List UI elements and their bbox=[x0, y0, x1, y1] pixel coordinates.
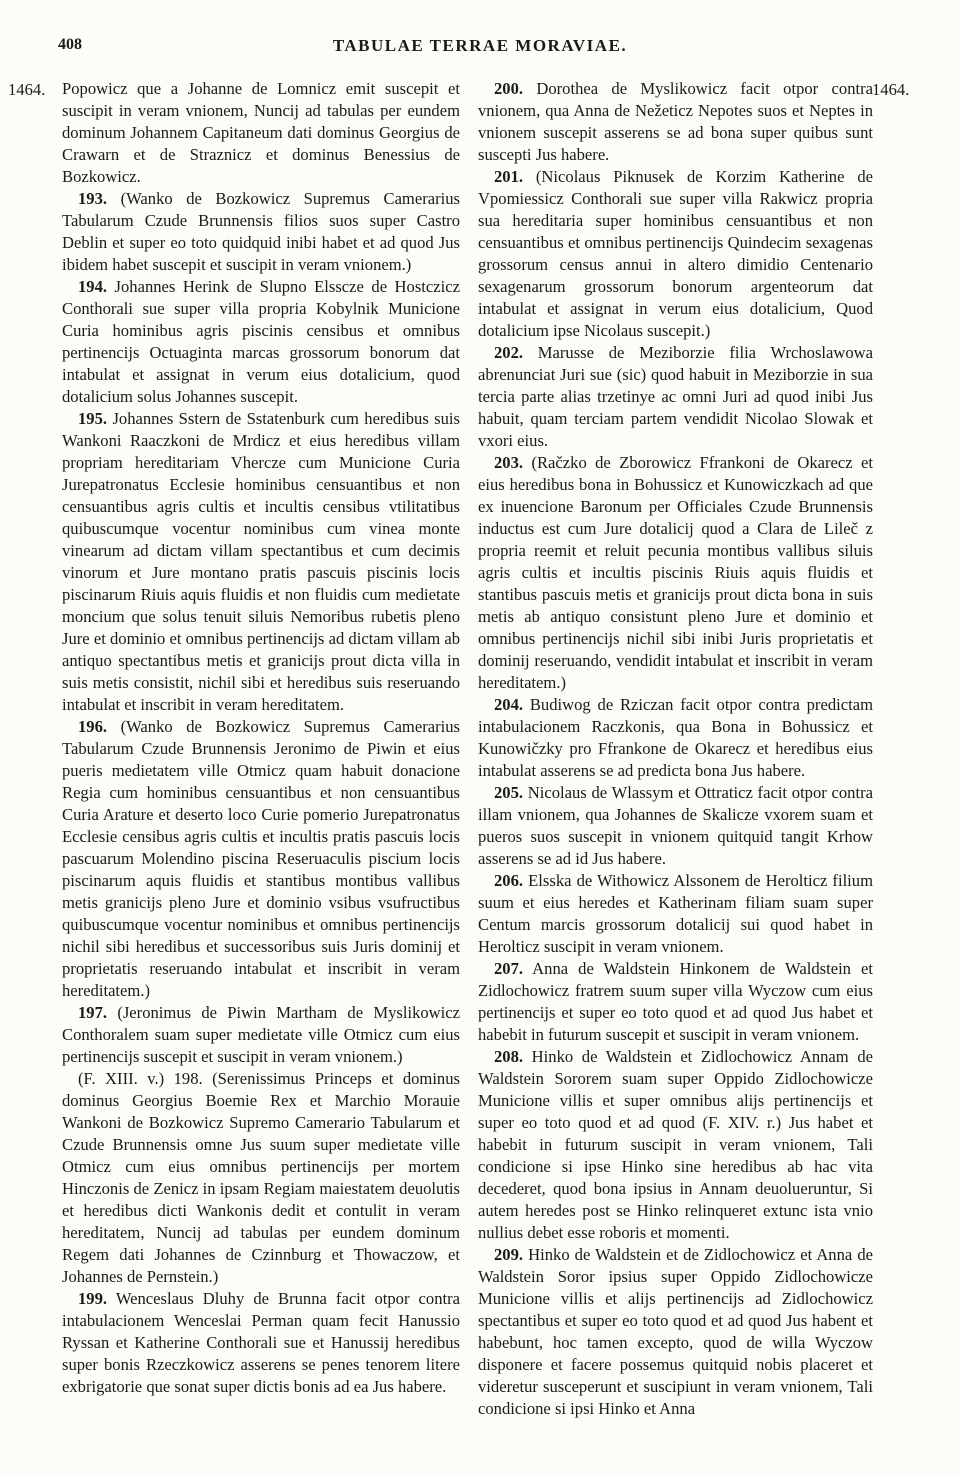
entry-number: 193. bbox=[78, 189, 108, 208]
left-column bbox=[62, 78, 460, 1398]
entry-text: Nicolaus de Wlassym et Ottraticz facit otpor contra illam vnionem, qua Johannes de Skalicze vxorem suam et pueros suos suscepit in vnionem quitquid tangit Krhow asserens se ad id Jus habere. bbox=[478, 783, 873, 868]
entry-number: 195. bbox=[78, 409, 108, 428]
page-header bbox=[58, 36, 902, 62]
entry-number: 202. bbox=[494, 343, 524, 362]
entry-text: Elsska de Withowicz Alssonem de Herolticz filium suum et eius heredes et Katherinam filiam suam super Centum marcis grossorum dotalicij sui quod habet in Herolticz suscipit in veram vnionem. bbox=[478, 871, 873, 956]
entry-paragraph bbox=[478, 166, 873, 342]
entry-number: 201. bbox=[494, 167, 524, 186]
entry-text: Hinko de Waldstein et Zidlochowicz Annam de Waldstein Sororem suam super Oppido Zidlochowicze Municione villis et super omnibus alijs pertinencijs et super eo toto quod et ad quod (F. XIV. r.) Jus habet et habebit in futurum suscipit in veram vnionem, Tali condicione si ipse Hinko sine heredibus ab hac vita decederet, quod bona ipsius in Annam deuolueruntur, Si autem heredes post se Hinko relinqueret extunc ista vnio nullius debet esse roboris et momenti. bbox=[478, 1047, 873, 1242]
entry-text: Popowicz que a Johanne de Lomnicz emit suscepit et suscipit in veram vnionem, Nuncij ad tabulas per eundem dominum Johannem Capitaneum dati dominus Georgius de Crawarn et de Straznicz et dominus Benessius de Bozkowicz. bbox=[62, 79, 460, 186]
entry-paragraph bbox=[62, 276, 460, 408]
running-title: TABULAE TERRAE MORAVIAE. bbox=[332, 36, 628, 55]
entry-text: (F. XIII. v.) 198. (Serenissimus Princeps et dominus dominus Georgius Boemie Rex et Marchio Morauie Wankoni de Bozkowicz Supremo Camerario Tabularum et Czude Brunnensis omne Jus suum super medietate ville Otmicz cum eius omnibus pertinencijs per mortem Hinczonis de Zenicz in ipsam Regiam maiestatem deuolutis et heredibus dicti Wankonis dedit et contulit in veram hereditatem, Nuncij ad tabulas per eundem dominum Regem dati Johannes de Czinnburg et Thowaczow, et Johannes de Pernstein.) bbox=[62, 1069, 460, 1286]
margin-year-right: 1464. bbox=[872, 80, 910, 99]
entry-paragraph bbox=[62, 188, 460, 276]
entry-text: (Nicolaus Piknusek de Korzim Katherine de Vpomiessicz Conthorali sue super villa Rakwicz propria sua hereditaria super hominibus censuantibus et non censuantibus et omnibus pertinencijs Quindecim sexagenas grossorum census annui in altero dimidio Centenario sexagenarum grossorum bonorum argenteorum dat intabulat et assignat in verum eius dotalicium, Quod dotalicium ipse Nicolaus suscepit.) bbox=[478, 167, 873, 340]
entry-paragraph bbox=[478, 958, 873, 1046]
entry-paragraph bbox=[478, 342, 873, 452]
entry-paragraph bbox=[478, 782, 873, 870]
entry-number: 200. bbox=[494, 79, 524, 98]
entry-number: 196. bbox=[78, 717, 108, 736]
entry-text: (Wanko de Bozkowicz Supremus Camerarius Tabularum Czude Brunnensis filios suos super Castro Deblin et super eo toto quidquid inibi habet et ad quod Jus ibidem habet suscepit et suscipit in veram vnionem.) bbox=[62, 189, 460, 274]
entry-number: 205. bbox=[494, 783, 524, 802]
entry-text: Johannes Herink de Slupno Elsscze de Hostczicz Conthorali sue super villa propria Kobylnik Municione Curia hominibus agris piscinis censibus et omnibus pertinencijs Octuaginta marcas grossorum bonorum dat intabulat et assignat in verum eius dotalicium, quod dotalicium solus Johannes suscepit. bbox=[62, 277, 460, 406]
entry-paragraph bbox=[62, 716, 460, 1002]
entry-paragraph bbox=[62, 1068, 460, 1288]
entry-number: 197. bbox=[78, 1003, 108, 1022]
entry-text: (Jeronimus de Piwin Martham de Myslikowicz Conthoralem suam super medietate ville Otmicz cum eius pertinencijs suscepit et suscipit in veram vnionem.) bbox=[62, 1003, 460, 1066]
entry-paragraph bbox=[478, 1046, 873, 1244]
entry-number: 199. bbox=[78, 1289, 108, 1308]
entry-number: 208. bbox=[494, 1047, 524, 1066]
entry-number: 194. bbox=[78, 277, 108, 296]
entry-text: Dorothea de Myslikowicz facit otpor contra vnionem, qua Anna de Nežeticz Nepotes suos et Neptes in vnionem suscepit asserens se ad bona super quibus sunt suscepti Jus habere. bbox=[478, 79, 873, 164]
entry-paragraph bbox=[62, 408, 460, 716]
entry-text: Wenceslaus Dluhy de Brunna facit otpor contra intabulacionem Wenceslai Perman quam fecit Hanussio Ryssan et Katherine Conthorali sue et Hanussij heredibus super bonis Rzeczkowicz asserens se penes tenorem litere exbrigatorie que sonat super dictis bonis ad ea Jus habere. bbox=[62, 1289, 460, 1396]
entry-paragraph bbox=[478, 452, 873, 694]
entry-text: Marusse de Meziborzie filia Wrchoslawowa abrenunciat Juri sue (sic) quod habuit in Meziborzie in sua tercia parte alias trzetinye ac omni Juri ad quod inibi Jus habuit, quam terciam partem vendidit Nicolao Slowak et vxori eius. bbox=[478, 343, 874, 450]
entry-paragraph bbox=[478, 1244, 873, 1420]
entry-text: Budiwog de Rziczan facit otpor contra predictam intabulacionem Raczkonis, qua Bona in Bohussicz et Kunowičzky pro Ffrankone de Okarecz et heredibus eius intabulat asserens se ad predicta bona Jus habere. bbox=[478, 695, 873, 780]
right-column bbox=[478, 78, 873, 1420]
entry-number: 204. bbox=[494, 695, 524, 714]
entry-text: Hinko de Waldstein et de Zidlochowicz et Anna de Waldstein Soror ipsius super Oppido Zidlochowicze Municione villis et alijs pertinencijs ad Zidlochowicz spectantibus et super eo toto quod et ad quod Jus habent et habebunt, hoc tamen excepto, quod de willa Wyczow disponere et facere possemus quitquid nobis placeret et videretur susceperunt et suscipiunt in veram vnionem, Tali condicione si ipsi Hinko et Anna bbox=[478, 1245, 873, 1418]
entry-paragraph bbox=[62, 78, 460, 188]
margin-year-left: 1464. bbox=[8, 80, 46, 99]
entry-paragraph bbox=[62, 1288, 460, 1398]
entry-text: Anna de Waldstein Hinkonem de Waldstein et Zidlochowicz fratrem suum super villa Wyczow cum eius pertinencijs et super eo toto quod et ad quod Jus habet et habebit in futurum suscepit et suscipit in veram vnionem. bbox=[478, 959, 873, 1044]
entry-text: Johannes Sstern de Sstatenburk cum heredibus suis Wankoni Raaczkoni de Mrdicz et eius heredibus villam propriam hereditariam Vhercze cum Municione Curia Jurepatronatus Ecclesie hominibus censuantibus et non censuantibus agris cultis et incultis censibus vtilitatibus quibuscumque vocentur nominibus cum vinea monte vinearum ad dictam villam spectantibus et cum decimis vinorum et Jure montano pratis pascuis piscinis locis piscinarum Riuis aquis fluidis et non fluidis cum medietate moncium que solus tenuit siluis Nemoribus rubetis pleno Jure et dominio et omnibus pertinencijs ad dictam villam ab antiquo spectantibus metis et granicijs prout dicta villa in suis metis consistit, nichil sibi et heredibus suis reseruando intabulat et inscribit in veram hereditatem. bbox=[62, 409, 460, 714]
entry-number: 203. bbox=[494, 453, 524, 472]
entry-number: 206. bbox=[494, 871, 524, 890]
entry-paragraph bbox=[478, 78, 873, 166]
page-number: 408 bbox=[58, 36, 82, 53]
entry-paragraph bbox=[62, 1002, 460, 1068]
entry-number: 207. bbox=[494, 959, 524, 978]
entry-paragraph bbox=[478, 694, 873, 782]
entry-number: 209. bbox=[494, 1245, 524, 1264]
entry-paragraph bbox=[478, 870, 873, 958]
entry-text: (Račzko de Zborowicz Ffrankoni de Okarecz et eius heredibus bona in Bohussicz et Kunowiczkach ad que ex inuencione Baronum per Officiales Czude Brunnensis inductus est cum Jure dotalicij quod a Clara de Lileč z propria reemit et reluit pecunia montibus vallibus siluis agris cultis et incultis piscinis Riuis aquis fluidis et stantibus pascuis metis et granicijs prout dicta bona in suis metis ab antiquo consistunt pleno Jure et dominio et omnibus pertinencijs nichil sibi inibi Juris proprietatis et dominij reseruando, vendidit intabulat et inscribit in veram hereditatem.) bbox=[478, 453, 873, 692]
entry-text: (Wanko de Bozkowicz Supremus Camerarius Tabularum Czude Brunnensis Jeronimo de Piwin et eius pueris medietatem ville Otmicz quam habuit donacione Regia cum hominibus censuantibus et non censuantibus Curia Arature et deserto loco Curie pomerio Jurepatronatus Ecclesie censibus agris cultis et incultis pratis pascuis locis pascuarum Molendino piscina Reseruaculis piscium locis piscinarum aquis fluidis et stantibus montibus vallibus metis granicijs pleno Jure et dominio vsibus vsufructibus quibuscumque vocentur nominibus et omnibus pertinencijs nichil sibi heredibus et successoribus suis Juris dominij et proprietatis reseruando intabulat et inscribit in veram hereditatem.) bbox=[62, 717, 460, 1000]
